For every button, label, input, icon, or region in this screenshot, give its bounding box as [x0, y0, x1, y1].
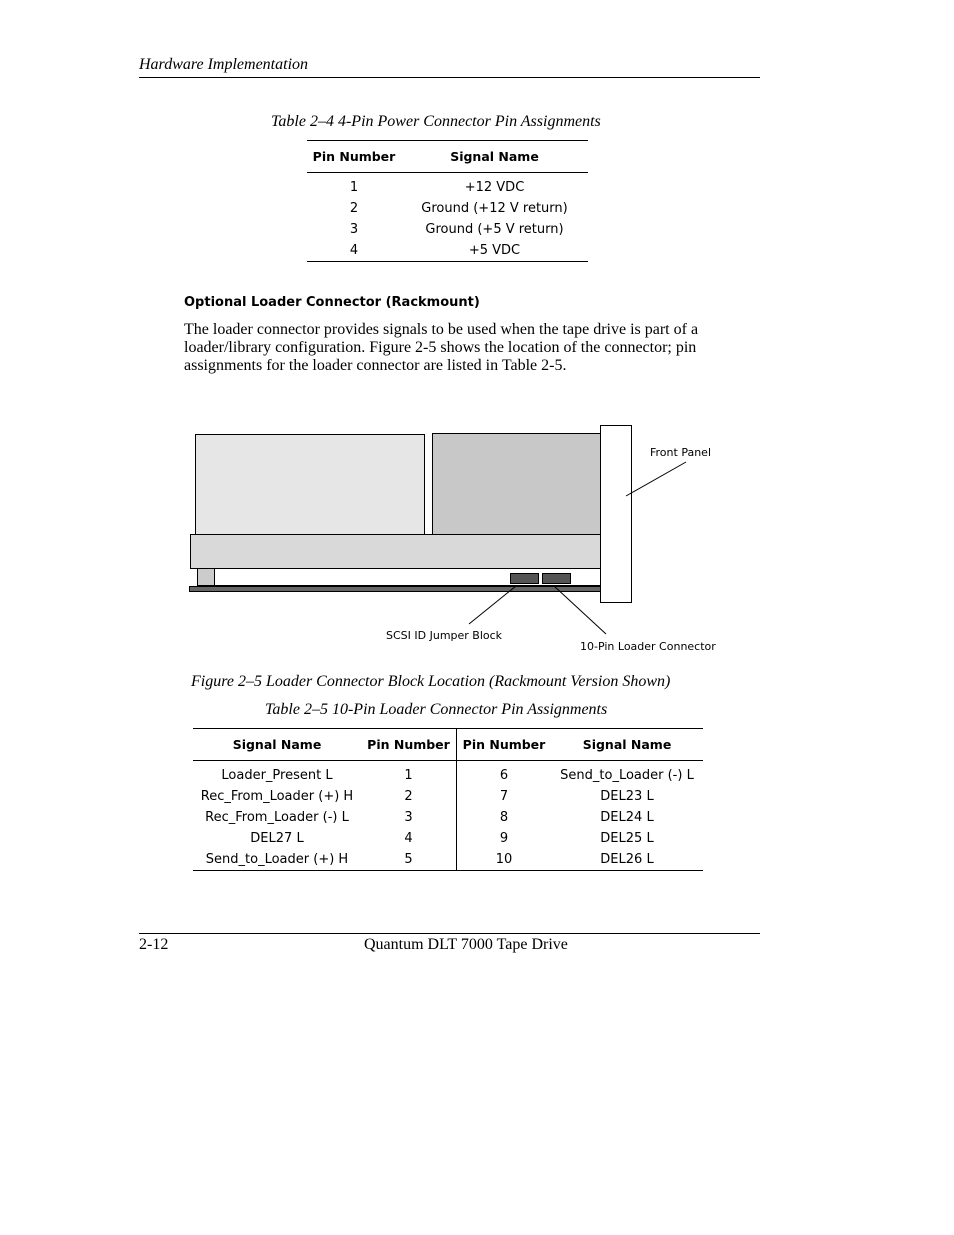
table-row [193, 828, 703, 849]
table-cell: 7 [457, 786, 552, 807]
body-paragraph: The loader connector provides signals to be used when the tape drive is part of a loader/library configuration. Figure 2-5 shows the location of the connector; pin assignments for the loader connector are listed in Table 2-5. [184, 321, 699, 374]
column-header: Pin Number [361, 729, 457, 761]
table-cell: +5 VDC [401, 240, 588, 262]
left-module [196, 435, 425, 535]
table-cell: Rec_From_Loader (-) L [205, 810, 349, 825]
table-cell: Send_to_Loader (-) L [560, 768, 694, 783]
table-header-row [307, 141, 588, 173]
front-panel-leader [626, 462, 686, 496]
bottom-rail [190, 587, 602, 592]
loader-connector-table [193, 728, 703, 871]
column-header: Signal Name [193, 729, 361, 761]
table-cell: DEL25 L [600, 831, 654, 846]
right-module [433, 434, 602, 535]
section-heading: Optional Loader Connector (Rackmount) [184, 295, 480, 310]
table-cell: 2 [349, 201, 359, 216]
column-header: Pin Number [307, 141, 401, 173]
table-cell: Loader_Present L [221, 768, 333, 783]
page-number: 2-12 [139, 936, 169, 953]
base-board [191, 535, 602, 569]
table-cell: +12 VDC [464, 180, 525, 195]
column-header: Pin Number [457, 729, 552, 761]
table-cell: 1 [349, 180, 359, 195]
table-cell: 9 [457, 828, 552, 849]
table-cell: 3 [404, 810, 413, 825]
running-header: Hardware Implementation [139, 56, 309, 73]
footer-title: Quantum DLT 7000 Tape Drive [364, 936, 568, 953]
table-row [193, 807, 703, 828]
loader-connector-diagram [180, 418, 740, 658]
scsi-jumper-label: SCSI ID Jumper Block [386, 629, 503, 642]
loader-connector-label: 10-Pin Loader Connector [580, 640, 716, 653]
table-2-5-caption: Table 2–5 10-Pin Loader Connector Pin Assignments [265, 701, 608, 718]
table-cell: Send_to_Loader (+) H [193, 849, 361, 871]
table-cell: Ground (+12 V return) [421, 201, 568, 216]
table-header-row [193, 729, 703, 761]
loader-connector-leader [554, 586, 606, 634]
table-cell: 4 [404, 831, 413, 846]
table-cell: DEL26 L [551, 849, 703, 871]
table-cell: Rec_From_Loader (+) H [200, 789, 354, 804]
column-header: Signal Name [401, 141, 588, 173]
table-cell: DEL23 L [600, 789, 654, 804]
table-cell: 5 [361, 849, 457, 871]
table-row [307, 198, 588, 219]
table-row [307, 173, 588, 199]
front-panel [601, 426, 632, 603]
front-panel-label: Front Panel [650, 446, 711, 459]
header-rule [139, 77, 760, 78]
figure-2-5-caption: Figure 2–5 Loader Connector Block Location (Rackmount Version Shown) [191, 673, 671, 690]
column-header: Signal Name [551, 729, 703, 761]
table-cell: 1 [404, 768, 413, 783]
table-row [193, 786, 703, 807]
table-cell: Ground (+5 V return) [425, 222, 564, 237]
table-2-4-caption: Table 2–4 4-Pin Power Connector Pin Assignments [271, 113, 601, 130]
table-cell: 8 [457, 807, 552, 828]
scsi-id-jumper-block [511, 574, 539, 584]
footer-rule [139, 933, 760, 934]
table-row [193, 761, 703, 787]
table-cell: 4 [307, 240, 401, 262]
table-cell: 10 [457, 849, 552, 871]
table-cell: DEL24 L [600, 810, 654, 825]
loader-connector-block [543, 574, 571, 584]
power-connector-table [307, 140, 588, 262]
table-row [307, 240, 588, 262]
table-cell: 3 [349, 222, 359, 237]
table-cell: DEL27 L [250, 831, 304, 846]
table-row [193, 849, 703, 871]
table-row [307, 219, 588, 240]
table-cell: 6 [457, 761, 552, 787]
mounting-foot [198, 569, 215, 586]
table-cell: 2 [404, 789, 413, 804]
